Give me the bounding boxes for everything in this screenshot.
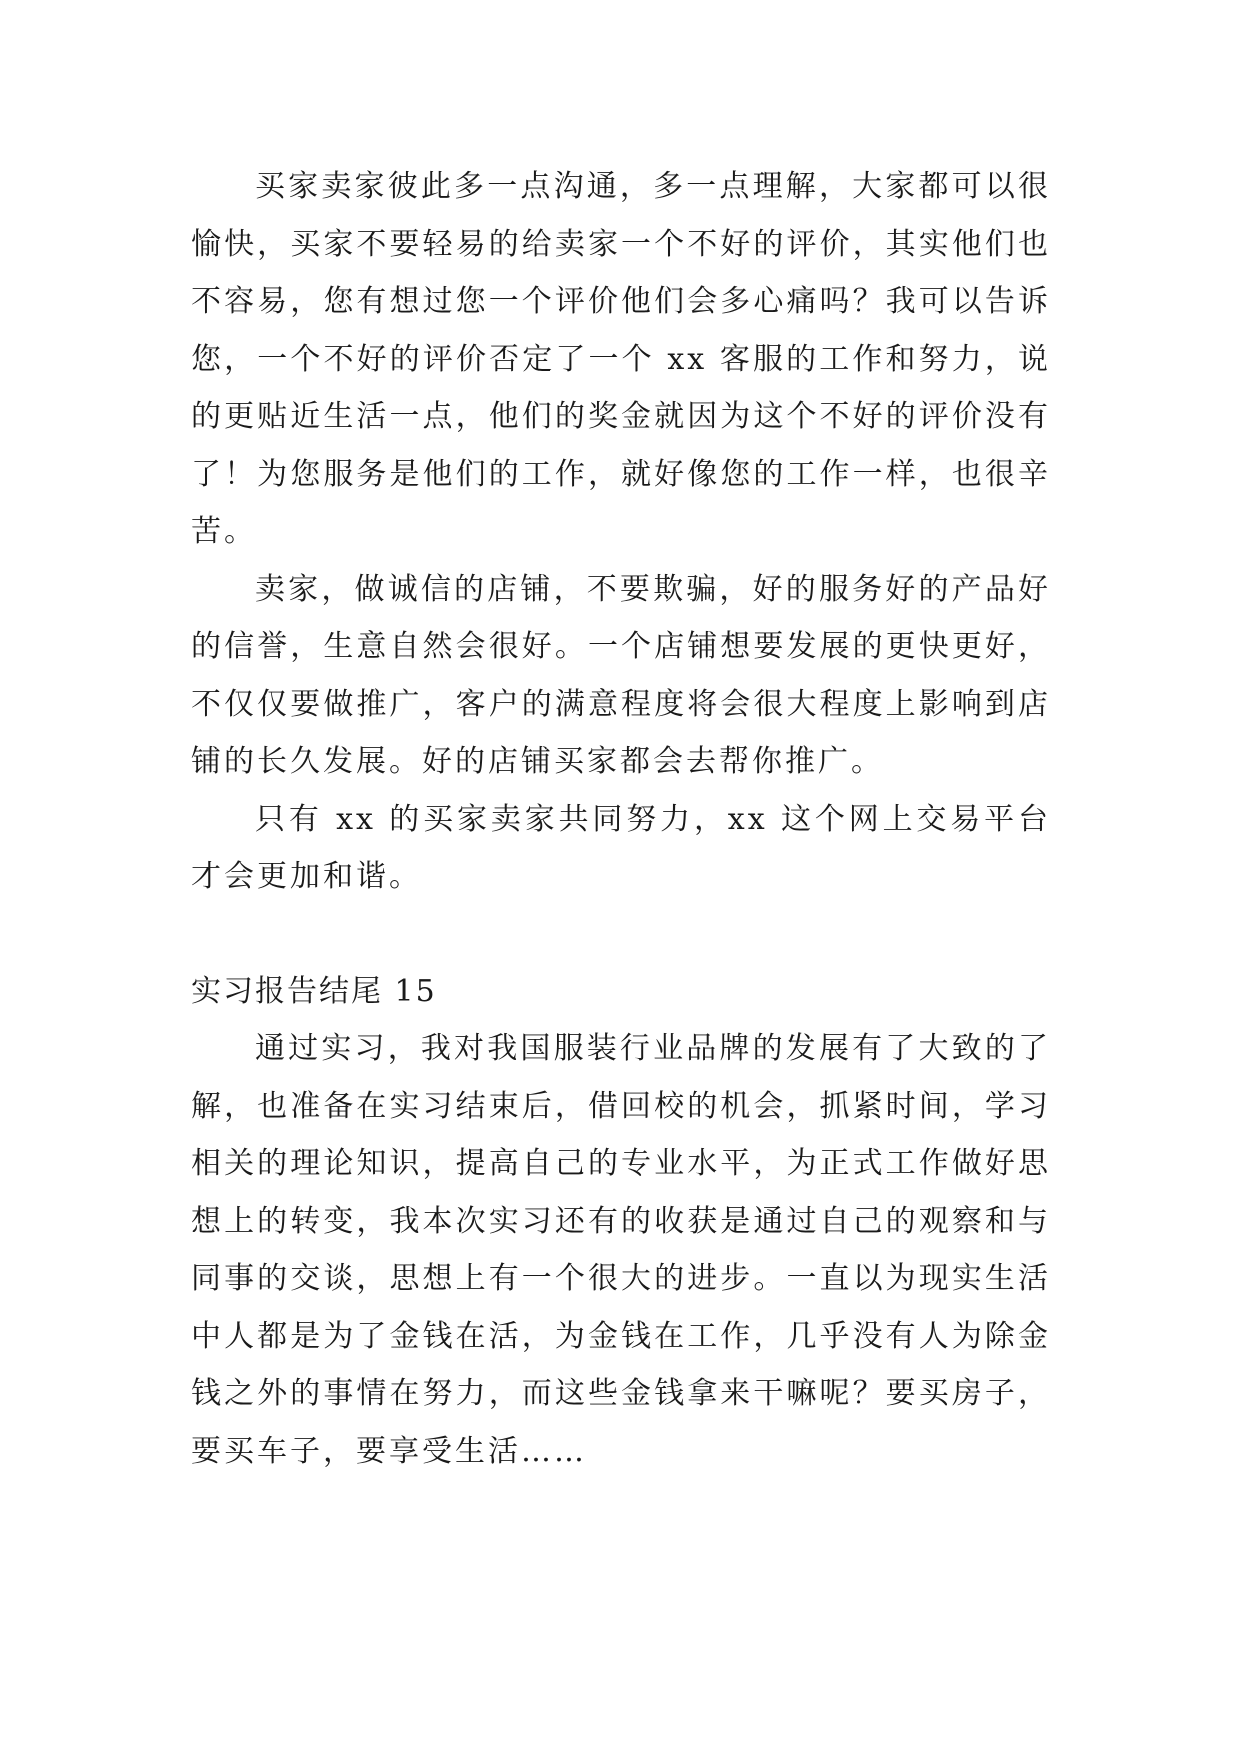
section-heading: 实习报告结尾 15 bbox=[191, 973, 437, 1009]
document-body bbox=[191, 158, 1051, 1480]
paragraph-buyer-seller-communication: 买家卖家彼此多一点沟通，多一点理解，大家都可以很愉快，买家不要轻易的给卖家一个不好的评价，其实他们也不容易，您有想过您一个评价他们会多心痛吗？我可以告诉您，一个不好的评价否定了一个 xx 客服的工作和努力，说的更贴近生活一点，他们的奖金就因为这个不好的评价没有了！为您服务是他们的工作，就好像您的工作一样，也很辛苦。 bbox=[191, 169, 1051, 549]
paragraph-internship-summary: 通过实习，我对我国服装行业品牌的发展有了大致的了解，也准备在实习结束后，借回校的机会，抓紧时间，学习相关的理论知识，提高自己的专业水平，为正式工作做好思想上的转变，我本次实习还有的收获是通过自己的观察和与同事的交谈，思想上有一个很大的进步。一直以为现实生活中人都是为了金钱在活，为金钱在工作，几乎没有人为除金钱之外的事情在努力，而这些金钱拿来干嘛呢？要买房子，要买车子，要享受生活…… bbox=[191, 1031, 1051, 1469]
paragraph-seller-integrity: 卖家，做诚信的店铺，不要欺骗，好的服务好的产品好的信誉，生意自然会很好。一个店铺想要发展的更快更好，不仅仅要做推广，客户的满意程度将会很大程度上影响到店铺的长久发展。好的店铺买家都会去帮你推广。 bbox=[191, 571, 1051, 779]
paragraph-joint-effort: 只有 xx 的买家卖家共同努力，xx 这个网上交易平台才会更加和谐。 bbox=[191, 801, 1051, 894]
